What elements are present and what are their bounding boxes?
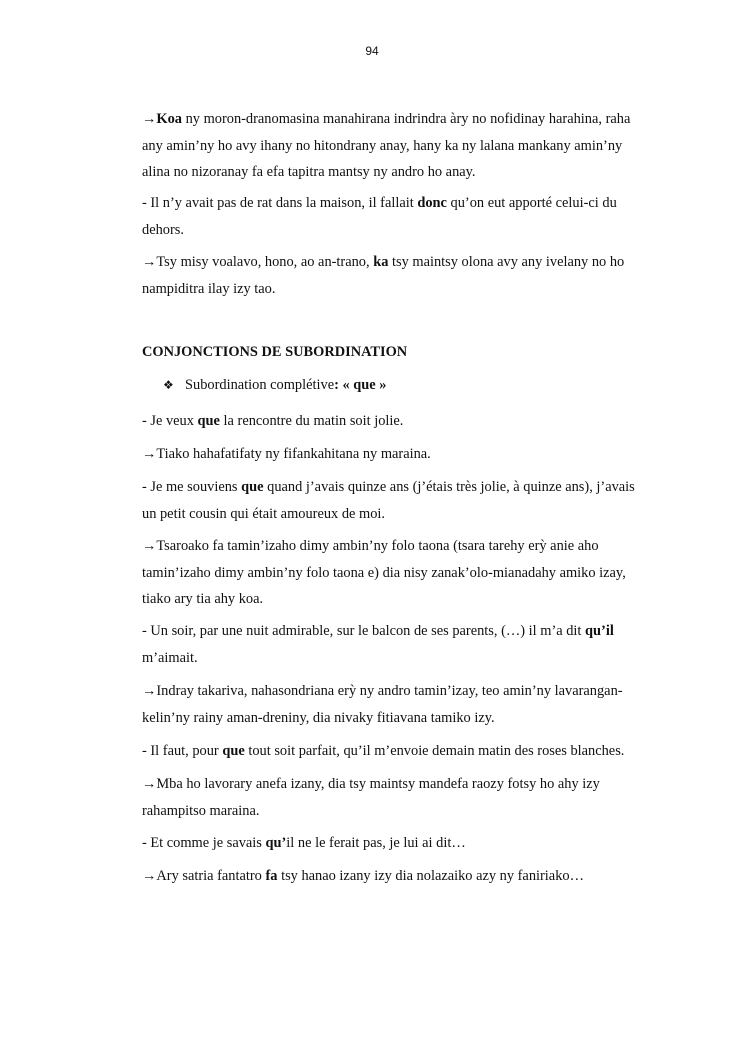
text-line — [142, 678, 662, 705]
text-line — [142, 217, 662, 244]
text-line — [142, 560, 662, 587]
text-run: →Tsaroako fa tamin’izaho dimy ambin’ny folo taona (tsara tarehy erỳ anie aho — [142, 538, 599, 554]
text-run: quand j’avais quinze ans (j’étais très jolie, à quinze ans), j’avais — [263, 479, 635, 495]
bold-text: donc — [417, 195, 447, 211]
paragraph — [142, 533, 662, 613]
text-line — [142, 645, 662, 672]
text-line — [142, 798, 662, 825]
paragraph — [142, 863, 662, 890]
bullet-item — [163, 375, 386, 395]
bold-text: Koa — [156, 111, 182, 127]
text-run: tamin’izaho dimy ambin’ny folo taona e) dia nisy zanak’olo-mianadahy amiko izay, — [142, 564, 626, 581]
paragraph — [142, 249, 662, 302]
paragraph — [142, 441, 662, 468]
text-run: →Ary satria fantatro — [142, 868, 266, 884]
bold-text: qu’ — [265, 835, 287, 851]
text-line — [142, 133, 662, 160]
text-run: il ne le ferait pas, je lui ai dit… — [286, 835, 466, 851]
paragraph — [142, 190, 662, 243]
bullet-bold-text: : « que » — [334, 377, 387, 393]
paragraph — [142, 474, 662, 527]
section-heading: CONJONCTIONS DE SUBORDINATION — [142, 344, 408, 360]
text-run: - Et comme je savais — [142, 835, 266, 851]
paragraph — [142, 678, 662, 731]
text-line — [142, 190, 662, 217]
text-run: ny moron-dranomasina manahirana indrindra àry no nofidinay harahina, raha — [181, 111, 631, 127]
text-run: - Je veux — [142, 413, 198, 429]
paragraph — [142, 408, 662, 435]
paragraph — [142, 106, 662, 186]
text-line — [142, 249, 662, 276]
text-line — [142, 159, 662, 186]
text-line — [142, 501, 662, 528]
text-line — [142, 771, 662, 798]
bold-text: que — [222, 743, 245, 759]
text-run: rahampitso maraina. — [142, 802, 260, 819]
bold-text: que — [197, 413, 220, 429]
diamond-bullet-icon: ❖ — [163, 378, 174, 392]
text-run: →Tsy misy voalavo, hono, ao an-trano, — [142, 254, 374, 270]
paragraph — [142, 830, 662, 857]
text-line — [142, 533, 662, 560]
text-run: alina no nizoranay fa efa tapitra mantsy ny andro ho anay. — [142, 164, 476, 180]
text-line — [142, 276, 662, 303]
text-run: →Mba ho lavorary anefa izany, dia tsy maintsy mandefa raozy fotsy ho ahy izy — [142, 776, 600, 792]
bold-text: qu’il — [585, 623, 614, 639]
text-run: la rencontre du matin soit jolie. — [219, 413, 404, 429]
text-run: tsy hanao izany izy dia nolazaiko azy ny faniriako… — [277, 868, 584, 884]
text-run: m’aimait. — [142, 649, 198, 666]
text-run: →Tiako hahafatifaty ny fifankahitana ny maraina. — [142, 446, 431, 462]
text-run: tiako ary tia ahy koa. — [142, 591, 264, 607]
text-line — [142, 738, 662, 765]
text-run: →Indray takariva, nahasondriana erỳ ny andro tamin’izay, teo amin’ny lavarangan- — [142, 683, 623, 699]
text-run: tout soit parfait, qu’il m’envoie demain matin des roses blanches. — [244, 743, 625, 759]
text-line — [142, 408, 662, 435]
text-run: any amin’ny ho avy ihany no hitondrany anay, hany ka ny lalana mankany amin’ny — [142, 137, 623, 154]
text-run: qu’on eut apporté celui-ci du — [446, 195, 617, 211]
text-line — [142, 441, 662, 468]
text-line — [142, 830, 662, 857]
text-run: kelin’ny rainy aman-dreniny, dia nivaky fitiavana tamiko izy. — [142, 709, 495, 726]
page-number: 94 — [365, 44, 379, 58]
text-line — [142, 705, 662, 732]
text-run: - Il faut, pour — [142, 743, 223, 759]
text-line — [142, 106, 662, 133]
text-run: - Un soir, par une nuit admirable, sur le balcon de ses parents, (…) il m’a dit — [142, 623, 586, 639]
bullet-text: Subordination complétive — [185, 377, 335, 393]
text-run: - Il n’y avait pas de rat dans la maison, il fallait — [142, 195, 418, 211]
bold-text: que — [241, 479, 264, 495]
text-run: nampiditra ilay izy tao. — [142, 280, 276, 297]
bold-text: fa — [265, 868, 278, 884]
paragraph — [142, 738, 662, 765]
text-run: tsy maintsy olona avy any ivelany no ho — [388, 254, 625, 270]
paragraph — [142, 771, 662, 824]
text-line — [142, 863, 662, 890]
paragraph — [142, 618, 662, 671]
bold-text: ka — [373, 254, 389, 270]
text-run: dehors. — [142, 221, 184, 238]
text-line — [142, 586, 662, 613]
text-line — [142, 618, 662, 645]
text-run: un petit cousin qui était amoureux de moi. — [142, 505, 385, 522]
text-run: - Je me souviens — [142, 479, 242, 495]
text-line — [142, 474, 662, 501]
text-run: → — [142, 111, 157, 127]
